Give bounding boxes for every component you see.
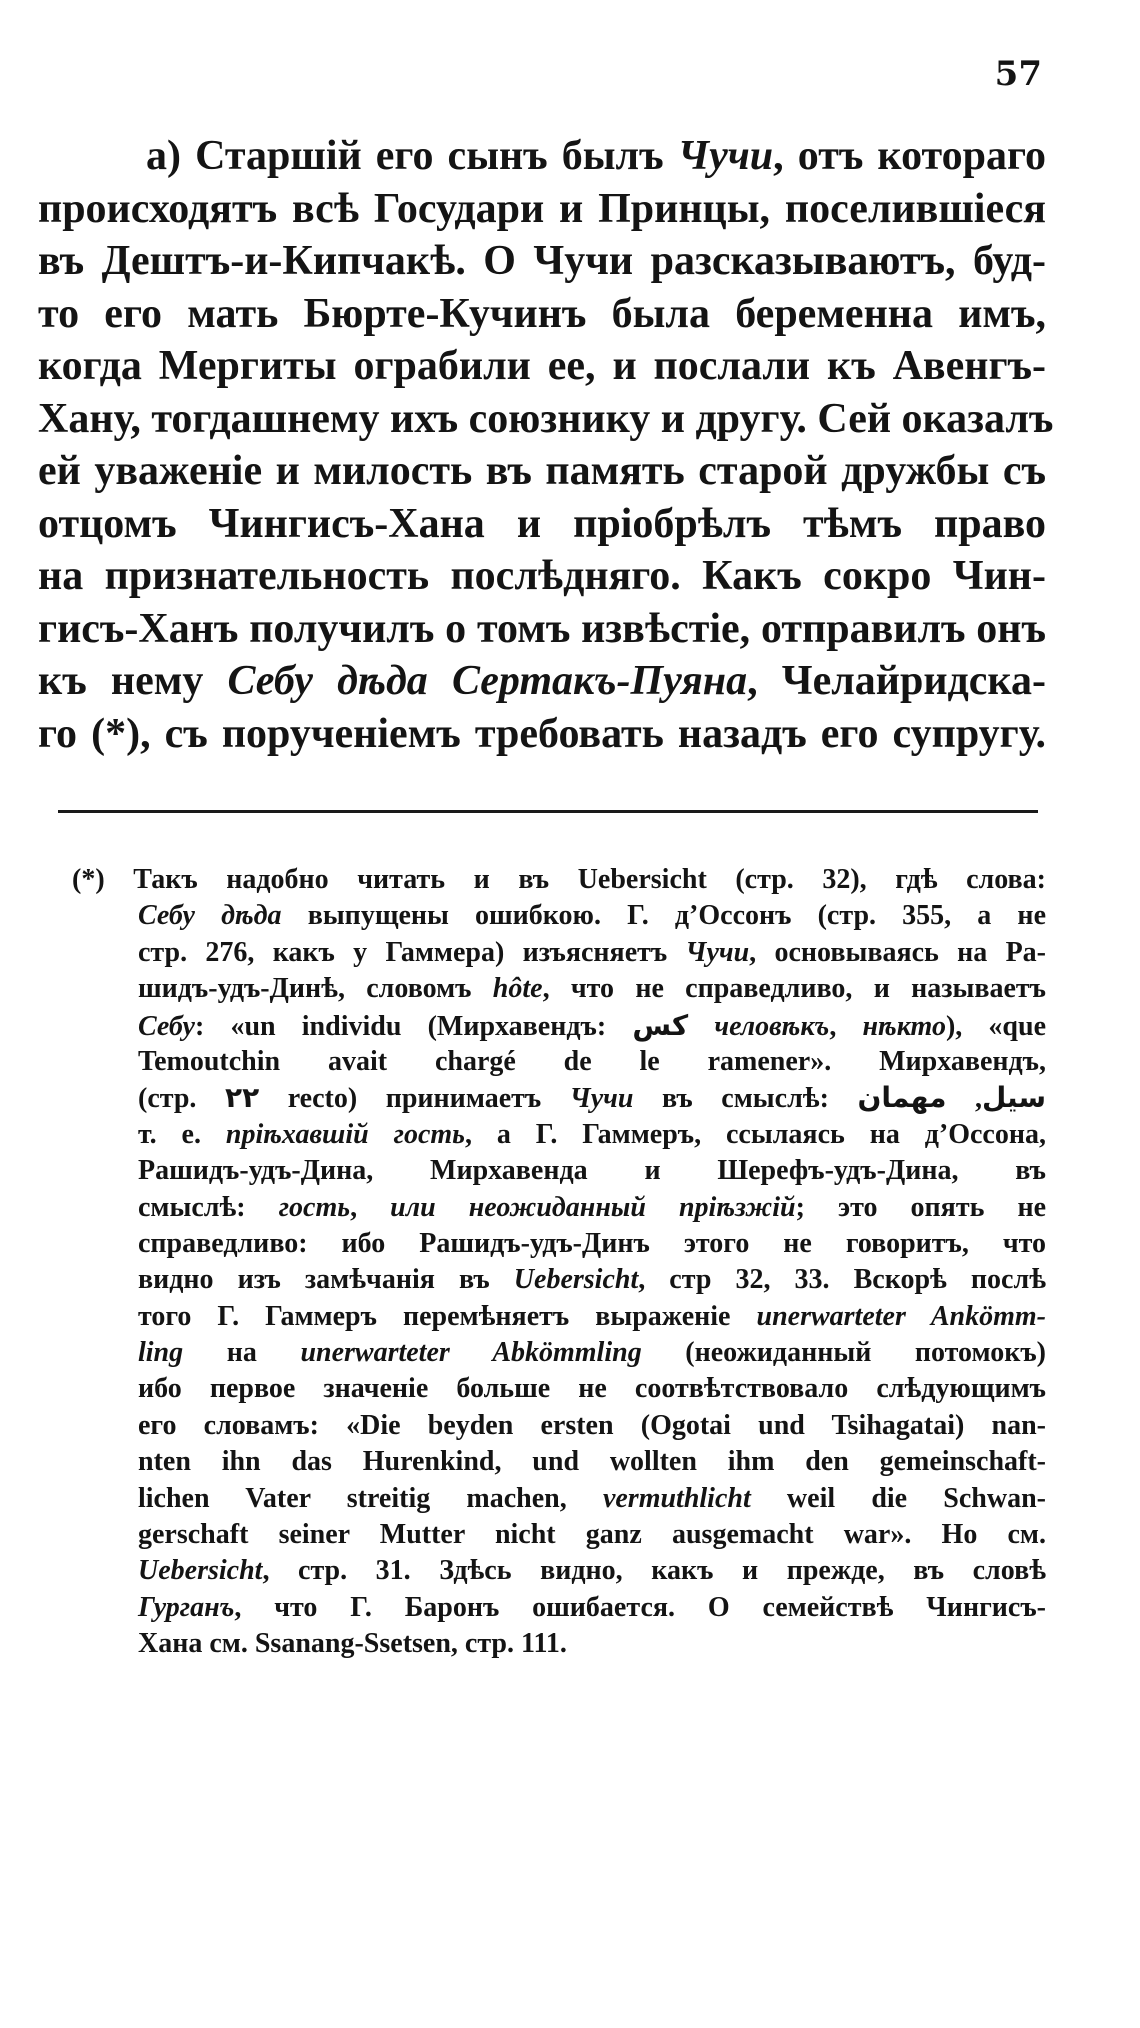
footnote-text: т. е. [138,1118,226,1150]
footnote-text: , основываясь на Ра- [749,936,1046,968]
footnote-text: въ смыслѣ: [633,1083,858,1115]
footnote-text: , а Г. Гаммеръ, ссылаясь на д’Оссона, [464,1118,1046,1150]
footnote-text: , что Г. Баронъ ошибается. О семействѣ Чингисъ- [234,1591,1046,1623]
footnote-italic-text: Чучи [569,1083,634,1115]
footnote-text: справедливо: ибо Рашидъ-удъ-Динъ этого не говоритъ, что [138,1227,1046,1259]
footnote-line [72,1153,1046,1189]
footnote-text: recto) принимаетъ [259,1083,570,1115]
footnote-text [436,1192,469,1223]
paragraph-line [38,603,1046,656]
footnote-text [688,1011,714,1042]
footnote [72,862,1046,1663]
footnote-divider [58,810,1038,813]
footnote-text: смыслѣ: [138,1191,279,1223]
footnote-line [72,1408,1046,1444]
footnote-text: выпущены ошибкою. Г. д’Оссонъ (стр. 355, а не [281,900,1046,932]
footnote-text: Хана см. Ssanang-Ssetsen, стр. 111. [138,1628,567,1660]
footnote-italic-text: ling [138,1337,184,1369]
paragraph-text: то его мать Бюрте-Кучинъ была беременна имъ, [38,290,1046,337]
paragraph-text: въ Дештъ-и-Кипчакѣ. О Чучи разсказываютъ, буд- [38,238,1046,284]
footnote-line [72,1444,1046,1480]
footnote-italic-text: hôte [492,973,543,1005]
footnote-italic-text: unerwarteter Abkömmling [300,1337,642,1369]
footnote-line [72,1517,1046,1553]
footnote-text: weil die Schwan- [750,1482,1046,1514]
footnote-italic-text: неожиданный пріѣзжій [468,1191,796,1223]
footnote-text: ), «que [945,1010,1047,1042]
footnote-text: ибо первое значеніе больше не соотвѣтствовало слѣдующимъ [138,1373,1046,1405]
paragraph-text: къ нему [38,658,228,704]
paragraph-line [38,445,1046,498]
footnote-italic-text: Uebersicht [513,1264,639,1296]
footnote-italic-text: Себу дѣда [138,900,282,932]
footnote-text: стр. 276, какъ у Гаммера) изъясняетъ [138,936,686,968]
footnote-text: , стр 32, 33. Вскорѣ послѣ [638,1264,1046,1296]
paragraph-line [38,183,1046,236]
paragraph-text: ей уваженіе и милость въ память старой дружбы съ [38,448,1046,494]
footnote-line [72,1335,1046,1371]
footnote-text: (неожиданный потомокъ) [641,1337,1046,1369]
paragraph-line [38,393,1054,446]
footnote-text: nten ihn das Hurenkind, und wollten ihm den gemeinschaft- [138,1446,1046,1478]
footnote-line [72,1080,1046,1116]
paragraph-text: а) Старшій его сынъ былъ [146,133,678,179]
main-paragraph [38,130,1054,760]
footnote-italic-text: Uebersicht [138,1555,263,1587]
footnote-text: , [829,1010,863,1042]
footnote-arabic-text: سیل [982,1081,1047,1115]
footnote-line [72,1262,1046,1298]
paragraph-text: когда Мергиты ограбили ее, и послали къ Авенгъ- [38,343,1046,389]
footnote-text: того Г. Гаммеръ перемѣняетъ выраженіе [138,1300,757,1332]
footnote-text: его словамъ: «Die beyden ersten (Ogotai und Tsihagatai) nan- [138,1409,1046,1441]
paragraph-italic-text: Себу дѣда Сертакъ-Пуяна [227,658,748,704]
footnote-text: ; это опять не [795,1191,1047,1223]
footnote-text: , [350,1191,391,1223]
footnote-italic-text: человѣкъ [714,1010,830,1042]
footnote-text: шидъ-удъ-Динѣ, словомъ [138,973,493,1005]
paragraph-line [38,288,1046,341]
paragraph-line [38,235,1046,288]
footnote-italic-text: Себу [138,1010,195,1042]
footnote-line [72,862,1046,898]
footnote-text: lichen Vater streitig machen, [138,1482,603,1514]
footnote-line [72,1481,1046,1517]
footnote-italic-text: Гурганъ [138,1591,235,1623]
paragraph-text: , отъ котораго [773,133,1046,179]
footnote-line [72,1553,1046,1589]
footnote-italic-text: или [390,1191,436,1223]
footnote-italic-text: vermuthlicht [602,1482,751,1514]
paragraph-text: происходятъ всѣ Государи и Принцы, поселившіеся [38,185,1046,232]
footnote-line [72,1008,1046,1044]
paragraph-line [38,340,1046,393]
footnote-arabic-text: كس [632,1008,689,1042]
footnote-italic-text: нѣкто [862,1010,946,1042]
paragraph-text: Хану, тогдашнему ихъ союзнику и другу. Сей оказалъ [38,395,1054,442]
footnote-arabic-text: مهمان [857,1081,947,1115]
footnote-text: на [183,1337,301,1369]
footnote-line [72,971,1046,1007]
footnote-line [72,1626,1046,1662]
paragraph-text: , Челайридска- [747,658,1046,704]
page-number: 57 [994,54,1042,94]
footnote-line [72,898,1046,934]
paragraph-line [38,655,1046,708]
footnote-text: видно изъ замѣчанія въ [138,1264,514,1296]
footnote-italic-text: гость [278,1191,351,1223]
footnote-text: , [946,1083,983,1115]
footnote-text: Рашидъ-удъ-Дина, Мирхавенда и Шерефъ-удъ-Дина, въ [138,1155,1046,1187]
footnote-italic-text: unerwarteter Ankömm- [756,1300,1046,1332]
paragraph-italic-text: Чучи [677,133,774,179]
paragraph-line [38,550,1046,603]
footnote-text: : «un individu (Мирхавендъ: [194,1010,633,1042]
paragraph-line [38,708,1046,761]
footnote-line [72,1371,1046,1407]
paragraph-line [38,498,1046,551]
footnote-text: , что не справедливо, и называетъ [542,973,1046,1005]
footnote-text: , стр. 31. Здѣсь видно, какъ и прежде, въ словѣ [262,1555,1046,1587]
paragraph-text: гисъ-Ханъ получилъ о томъ извѣстіе, отправилъ онъ [38,605,1046,652]
footnote-line [72,1117,1046,1153]
paragraph-text: отцомъ Чингисъ-Хана и пріобрѣлъ тѣмъ право [38,500,1046,547]
footnote-italic-text: пріѣхавшій гость [225,1118,465,1150]
footnote-line [72,1044,1046,1080]
footnote-text: (*) Такъ надобно читать и въ Uebersicht (стр. 32), гдѣ слова: [72,864,1046,895]
footnote-line [72,1590,1046,1626]
footnote-line [72,1226,1046,1262]
footnote-text: Temoutchin avait chargé de le ramener». Мирхавендъ, [138,1045,1046,1077]
footnote-line [72,1190,1046,1226]
footnote-line [72,1299,1046,1335]
paragraph-line [38,130,1046,183]
paragraph-text: го (*), съ порученіемъ требовать назадъ его супругу. [38,710,1046,757]
footnote-line [72,935,1046,971]
footnote-italic-text: Чучи [685,936,750,968]
paragraph-text: на признательность послѣдняго. Какъ сокро Чин- [38,553,1046,599]
footnote-text: gerschaft seiner Mutter nicht ganz ausgemacht war». Но см. [138,1519,1046,1551]
footnote-arabic-text: ٢٢ [224,1081,260,1115]
footnote-text: (стр. [138,1083,225,1115]
